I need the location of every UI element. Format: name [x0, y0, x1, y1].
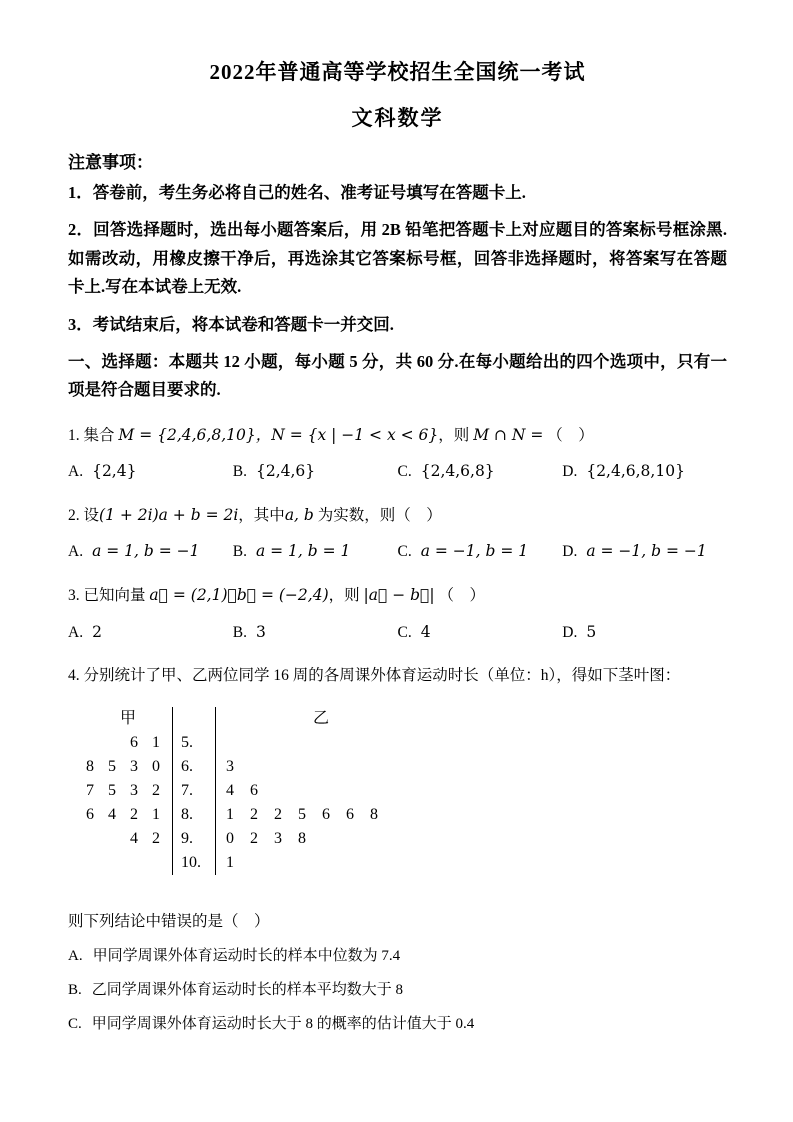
notice-section	[68, 148, 727, 339]
stem-leaf-row	[84, 803, 727, 827]
option-value: 4	[420, 622, 431, 641]
stem-leaf-row	[84, 755, 727, 779]
left-leaves: 4 2	[130, 829, 160, 847]
option-value: a = −1, b = −1	[586, 542, 707, 561]
option-label: C.	[397, 463, 412, 481]
option-label: A.	[68, 623, 84, 641]
option-label: D.	[562, 463, 578, 481]
q3-text-2: ，则	[328, 587, 360, 605]
right-leaves: 3	[226, 757, 234, 775]
option-value: {2,4,6,8}	[420, 462, 495, 481]
stem-value: 6.	[172, 755, 216, 779]
left-leaves: 8 5 3 0	[86, 757, 160, 775]
question-3-stem	[68, 581, 727, 610]
question-1-options	[68, 459, 727, 485]
option-label: A.	[68, 463, 84, 481]
notice-item-2: 2．回答选择题时，选出每小题答案后，用 2B 铅笔把答题卡上对应题目的答案标号框涂黑.如需改动，用橡皮擦干净后，再选涂其它答案标号框，回答非选择题时，将答案写在答题卡上.写在本试卷上无效.	[68, 220, 727, 297]
option-value: 甲同学周课外体育运动时长的样本中位数为 7.4	[92, 947, 401, 964]
option-value: {2,4}	[92, 462, 137, 481]
option-value: a = −1, b = 1	[420, 542, 529, 561]
option-value: {2,4,6}	[255, 462, 316, 481]
page-title: 2022年普通高等学校招生全国统一考试	[209, 60, 586, 84]
stem-leaf-row	[84, 851, 727, 875]
q3-answer-blank: （ ）	[438, 587, 485, 605]
q1-math-2: M ∩ N =	[473, 425, 544, 444]
stem-leaf-plot	[84, 707, 727, 875]
option-label: B.	[68, 981, 82, 998]
stem-leaf-right-header: 乙	[312, 709, 329, 727]
stem-value: 10.	[172, 851, 216, 875]
q1-answer-blank: （ ）	[547, 426, 594, 444]
question-4-option-b	[68, 978, 727, 999]
option-value: a = 1, b = −1	[92, 542, 200, 561]
right-leaves: 1	[226, 853, 234, 871]
stem-leaf-left-header: 甲	[119, 709, 136, 727]
section-1-heading: 一、选择题：本题共 12 小题，每小题 5 分，共 60 分.在每小题给出的四个选项中，只有一项是符合题目要求的.	[68, 351, 727, 400]
question-2-stem	[68, 501, 727, 530]
option-value: 2	[92, 622, 102, 641]
right-leaves: 4 6	[226, 781, 258, 799]
left-leaves: 6 4 2 1	[86, 805, 160, 823]
option-value: 5	[586, 622, 597, 641]
q1-text-2: ，则	[438, 426, 470, 444]
question-3-option-d	[562, 620, 727, 646]
question-4-option-a	[68, 944, 727, 965]
left-leaves: 7 5 3 2	[86, 781, 160, 799]
stem-value: 8.	[172, 803, 216, 827]
stem-leaf-row	[84, 779, 727, 803]
question-1-option-a	[68, 459, 233, 485]
option-label: D.	[562, 623, 578, 641]
q1-math-1: M = {2,4,6,8,10}，N = {x | −1 < x < 6}	[118, 425, 439, 444]
option-value: 3	[255, 622, 266, 641]
stem-leaf-stem-header	[172, 707, 216, 731]
q2-text-1: 2. 设	[68, 506, 100, 524]
option-label: C.	[68, 1015, 82, 1032]
stem-leaf-header-row	[84, 707, 727, 731]
stem-leaf-row	[84, 827, 727, 851]
option-label: A.	[68, 947, 83, 964]
option-value: 甲同学周课外体育运动时长大于 8 的概率的估计值大于 0.4	[91, 1015, 475, 1032]
option-label: A.	[68, 543, 84, 561]
option-label: B.	[232, 543, 247, 561]
right-leaves	[216, 731, 446, 755]
option-value: {2,4,6,8,10}	[586, 462, 685, 481]
option-label: C.	[397, 543, 412, 561]
option-label: B.	[232, 463, 247, 481]
option-label: B.	[232, 623, 247, 641]
q2-math-2: a, b	[284, 505, 314, 524]
question-3-option-a	[68, 620, 233, 646]
question-4-option-c	[68, 1012, 727, 1033]
right-leaves: 1 2 2 5 6 6 8	[226, 805, 378, 823]
left-leaves	[84, 851, 172, 875]
stem-leaf-row	[84, 731, 727, 755]
question-2-option-b	[233, 539, 398, 565]
page-subtitle: 文科数学	[351, 106, 444, 130]
question-1-option-c	[398, 459, 563, 485]
option-label: C.	[397, 623, 412, 641]
q2-text-3: 为实数，则（ ）	[317, 506, 442, 524]
right-leaves: 0 2 3 8	[226, 829, 306, 847]
option-value: 乙同学周课外体育运动时长的样本平均数大于 8	[91, 981, 404, 998]
q2-math-1: (1 + 2i)a + b = 2i	[99, 505, 239, 524]
question-2-options	[68, 539, 727, 565]
option-label: D.	[562, 543, 578, 561]
q1-text-1: 1. 集合	[68, 426, 115, 444]
question-3-option-b	[233, 620, 398, 646]
question-4-stem: 4. 分别统计了甲、乙两位同学 16 周的各周课外体育运动时长（单位：h），得如下茎叶图：	[68, 667, 681, 685]
question-3-option-c	[398, 620, 563, 646]
stem-value: 5.	[172, 731, 216, 755]
question-4-conclusion: 则下列结论中错误的是（ ）	[68, 912, 270, 930]
notice-heading: 注意事项：	[68, 153, 153, 172]
q2-text-2: ，其中	[238, 506, 285, 524]
question-1-option-d	[562, 459, 727, 485]
stem-value: 7.	[172, 779, 216, 803]
left-leaves: 6 1	[130, 733, 160, 751]
question-2-option-c	[398, 539, 563, 565]
q3-math-1: a⃗ = (2,1)，b⃗ = (−2,4)	[149, 586, 329, 605]
notice-item-3: 3．考试结束后，将本试卷和答题卡一并交回.	[68, 314, 394, 334]
question-3-options	[68, 620, 727, 646]
option-value: a = 1, b = 1	[255, 542, 351, 561]
q3-text-1: 3. 已知向量	[68, 587, 146, 605]
question-1-option-b	[233, 459, 398, 485]
notice-item-1: 1．答卷前，考生务必将自己的姓名、准考证号填写在答题卡上.	[68, 183, 526, 202]
q3-math-2: |a⃗ − b⃗|	[363, 586, 435, 605]
question-1-stem	[68, 421, 727, 450]
stem-value: 9.	[172, 827, 216, 851]
question-2-option-a	[68, 539, 233, 565]
question-2-option-d	[562, 539, 727, 565]
